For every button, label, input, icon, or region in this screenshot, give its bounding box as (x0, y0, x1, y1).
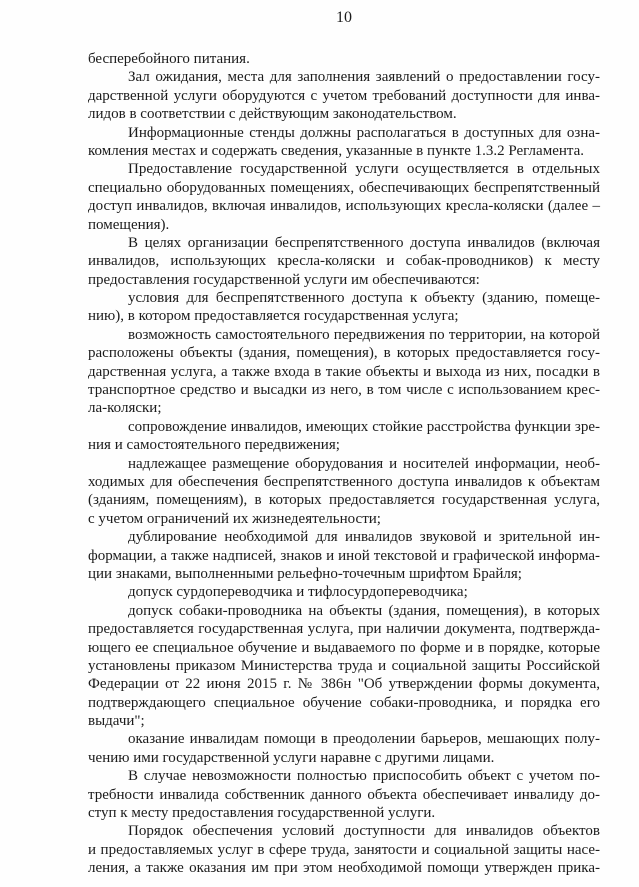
text-line: и предоставляемых услуг в сфере труда, занятости и социальной защиты насе- (88, 841, 600, 858)
text-line: дарственная услуга, а также входа в такие объекты и выхода из них, посадки в (88, 363, 600, 380)
text-line: предоставляется государственная услуга, при наличии документа, подтвержда- (88, 621, 600, 638)
text-line: нию), в котором предоставляется государственная услуга; (88, 308, 459, 325)
paragraph (88, 528, 600, 583)
text-line: возможность самостоятельного передвижения по территории, на которой (128, 326, 600, 343)
text-line: установлены приказом Министерства труда и социальной защиты Российской (88, 657, 600, 674)
paragraph (88, 50, 600, 68)
paragraph (88, 730, 600, 767)
paragraph (88, 767, 600, 822)
text-line: допуск сурдопереводчика и тифлосурдопереводчика; (128, 584, 468, 601)
page-number: 10 (336, 9, 352, 26)
text-line: ступ к месту предоставления государственной услуги. (88, 805, 436, 822)
text-line: (зданиям, помещениям), в которых предоставляется государственная услуга, (88, 492, 600, 509)
paragraph (88, 455, 600, 529)
text-line: расположены объекты (здания, помещения), в которых предоставляется госу- (88, 345, 600, 362)
text-line: дарственной услуги оборудуются с учетом требований доступности для инва- (88, 87, 600, 104)
paragraph (88, 289, 600, 326)
paragraph (88, 418, 600, 455)
text-line: предоставления государственной услуги им обеспечиваются: (88, 271, 480, 288)
text-line: Порядок обеспечения условий доступности для инвалидов объектов (128, 823, 600, 840)
paragraph (88, 124, 600, 161)
paragraph (88, 160, 600, 234)
text-line: сопровождение инвалидов, имеющих стойкие расстройства функции зре- (128, 418, 600, 435)
text-line: подтверждающего специальное обучение собаки-проводника, и порядка его (88, 694, 600, 711)
paragraph (88, 234, 600, 289)
text-line: бесперебойного питания. (88, 51, 250, 67)
text-line: с учетом ограничений их жизнедеятельности; (88, 510, 381, 527)
text-line: условия для беспрепятственного доступа к объекту (зданию, помеще- (128, 290, 600, 307)
text-line: В случае невозможности полностью приспособить объект с учетом по- (128, 768, 600, 785)
text-line: допуск собаки-проводника на объекты (здания, помещения), в которых (128, 602, 600, 619)
text-line: Федерации от 22 июня 2015 г. № 386н "Об утверждении формы документа, (88, 676, 600, 693)
text-line: транспортное средство и высадки из него, в том числе с использованием крес- (88, 382, 600, 399)
text-line: надлежащее размещение оборудования и носителей информации, необ- (128, 455, 600, 472)
paragraph (88, 583, 600, 601)
text-line: комления местах и содержать сведения, указанные в пункте 1.3.2 Регламента. (88, 142, 585, 159)
text-line: Предоставление государственной услуги осуществляется в отдельных (128, 161, 600, 178)
paragraph (88, 822, 600, 877)
text-line: чению ими государственной услуги наравне с другими лицами. (88, 749, 495, 766)
text-line: ления, а также оказания им при этом необходимой помощи утвержден прика- (88, 860, 600, 877)
paragraph (88, 602, 600, 731)
text-line: ходимых для обеспечения беспрепятственного доступа инвалидов к объектам (88, 473, 600, 490)
text-line: требности инвалида собственник данного объекта обеспечивает инвалиду до- (88, 786, 600, 803)
paragraph (88, 68, 600, 123)
text-line: ции знаками, выполненными рельефно-точечным шрифтом Брайля; (88, 565, 522, 582)
text-line: выдачи"; (88, 713, 145, 730)
text-line: ющего ее специальное обучение и выдаваемого по форме и в порядке, которые (88, 639, 600, 656)
text-line: дублирование необходимой для инвалидов звуковой и зрительной ин- (128, 529, 600, 546)
text-line: лидов в соответствии с действующим законодательством. (88, 106, 457, 123)
text-line: помещения). (88, 216, 170, 233)
text-line: оказание инвалидам помощи в преодолении барьеров, мешающих полу- (128, 731, 600, 748)
text-line: доступ инвалидов, включая инвалидов, использующих кресла-коляски (далее – (88, 198, 600, 215)
text-line: инвалидов, использующих кресла-коляски и собак-проводников) к месту (88, 253, 600, 270)
text-line: специально оборудованных помещениях, обеспечивающих беспрепятственный (88, 179, 600, 196)
text-line: формации, а также надписей, знаков и иной текстовой и графической информа- (88, 547, 600, 564)
document-body (88, 50, 600, 878)
text-line: Зал ожидания, места для заполнения заявлений о предоставлении госу- (128, 69, 600, 86)
text-line: Информационные стенды должны располагаться в доступных для озна- (128, 124, 600, 141)
paragraph (88, 326, 600, 418)
text-line: ния и самостоятельного передвижения; (88, 437, 340, 454)
text-line: В целях организации беспрепятственного доступа инвалидов (включая (128, 234, 600, 251)
text-line: ла-коляски; (88, 400, 162, 417)
